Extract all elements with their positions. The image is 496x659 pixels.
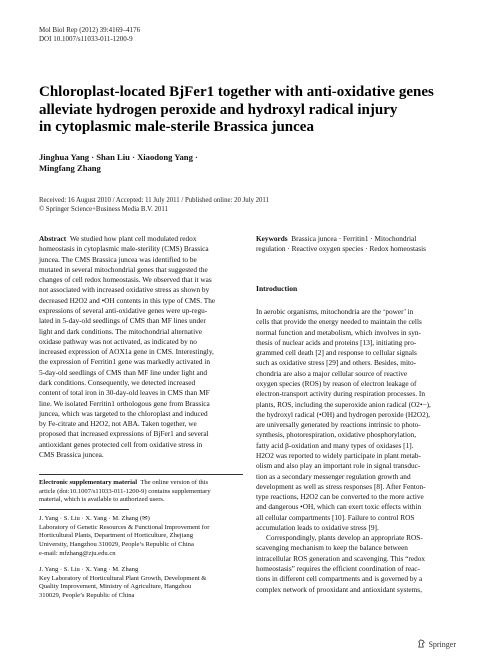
intro-line: such as oxidative stress [29] and others. Besides, mito- <box>256 358 417 368</box>
intro-line: tion as a secondary messenger regulation growth and <box>256 471 411 481</box>
copyright-line: © Springer Science+Business Media B.V. 2011 <box>39 205 168 213</box>
abstract-line: oxidase pathway was not activated, as indicated by no <box>39 336 197 346</box>
authors-line-2: Mingfang Zhang <box>39 163 101 173</box>
affiliation-2 <box>39 566 243 601</box>
title-line-2: alleviate hydrogen peroxide and hydroxyl radical injury <box>39 101 398 118</box>
introduction-body <box>256 307 458 595</box>
intro-line: development as well as stress responses [8]. After Fenton- <box>256 481 426 491</box>
authors-line-1: Jinghua Yang · Shan Liu · Xiaodong Yang · <box>39 152 198 162</box>
esm-line-0: Electronic supplementary material The online version of this <box>39 479 209 486</box>
abstract-line: the expression of Ferritin1 gene was markedly activated in <box>39 357 211 367</box>
intro-line: tions in different cell compartments and is governed by a <box>256 574 423 584</box>
abstract-line: juncea. The CMS Brassica juncea was identified to be <box>39 254 197 264</box>
springer-horse-icon <box>417 639 426 648</box>
abstract-line: lated in 5-day-old seedlings of CMS than MF lines under <box>39 316 206 326</box>
title-line-1: Chloroplast-located BjFer1 together with anti-oxidative genes <box>39 84 434 100</box>
affiliation-line: Quality Improvement, Ministry of Agriculture, Hangzhou <box>39 583 192 591</box>
intro-line: cells that provide the energy needed to maintain the cells <box>256 317 422 327</box>
title-line-3: in cytoplasmic male-sterile Brassica juncea <box>39 119 314 135</box>
abstract-line: by Fe-citrate and H2O2, not ABA. Taken together, we <box>39 419 197 429</box>
intro-line: scavenging mechanism to keep the balance between <box>256 543 408 553</box>
affiliation-line: University, Hangzhou 310029, People’s Republic of China <box>39 541 194 549</box>
abstract-line: expressions of several anti-oxidative genes were up-regu- <box>39 305 208 315</box>
dates-line: Received: 16 August 2010 / Accepted: 11 July 2011 / Published online: 20 July 2011 <box>39 197 269 204</box>
intro-line: and dangerous •OH, which can exert toxic effects within <box>256 502 422 512</box>
springer-label: Springer <box>428 640 456 649</box>
esm-line: material, which is available to authorized users. <box>39 496 165 504</box>
abstract-line: changes of cell redox homeostasis. We observed that it was <box>39 275 212 285</box>
esm-label: Electronic supplementary material <box>39 479 138 486</box>
intro-line: are universally generated by reactions intrinsic to photo- <box>256 420 421 430</box>
abstract-line: 5-day-old seedlings of CMS than MF line under light and <box>39 367 208 377</box>
doi-line: DOI 10.1007/s11033-011-1200-9 <box>39 35 133 43</box>
intro-line: oxygen species (ROS) by reason of electron leakage of <box>256 378 417 388</box>
affiliation-line: 310029, People’s Republic of China <box>39 592 135 600</box>
intro-line: homeostasis” requires the efficient coordination of reac- <box>256 564 420 574</box>
intro-line: In aerobic organisms, mitochondria are the ‘power’ in <box>256 307 414 316</box>
affiliation-1 <box>39 515 243 559</box>
esm-line: article (doi:10.1007/s11033-011-1200-9) contains supplementary <box>39 487 211 495</box>
journal-header <box>39 26 140 44</box>
intro-line: grammed cell death [2] and response to cellular signals <box>256 348 417 358</box>
affiliation-line: Horticultural Plants, Department of Horticulture, Zhejiang <box>39 532 193 540</box>
intro-line: normal function and metabolism, which involves in syn- <box>256 327 421 337</box>
intro-line: olism and also play an important role in signal transduc- <box>256 461 421 471</box>
abstract-line: dark conditions. Consequently, we detected increased <box>39 377 196 387</box>
intro-line: electron-transport activity during respiration processes. In <box>256 389 425 399</box>
email-line: e-mail: mfzhang@zju.edu.cn <box>39 549 116 557</box>
abstract-line: proposed that increased expressions of BjFer1 and several <box>39 429 209 439</box>
abstract-line-0: Abstract We studied how plant cell modulated redox <box>39 234 197 243</box>
abstract-line: juncea, which was targeted to the chloroplast and induced <box>39 408 208 418</box>
abstract-line: not associated with increased oxidative stress as shown by <box>39 285 210 295</box>
intro-line: intracellular ROS generation and scavenging. This “redox <box>256 553 426 563</box>
keywords-line-0: Keywords Brassica juncea · Ferritin1 · Mitochondrial <box>256 234 417 243</box>
abstract-line: antioxidant genes protected cell from oxidative stress in <box>39 439 203 449</box>
introduction-heading: Introduction <box>256 284 298 293</box>
abstract-line: content of total iron in 30-day-old leaves in CMS than MF <box>39 388 210 398</box>
intro-line: thesis of nuclear acids and proteins [13], initiating pro- <box>256 337 417 347</box>
abstract-label: Abstract <box>39 234 67 243</box>
affiliation-line: Key Laboratory of Horticultural Plant Growth, Development & <box>39 574 207 582</box>
abstract-line: line. We isolated Ferritin1 orthologous gene from Brassica <box>39 398 210 408</box>
esm-note <box>39 479 243 505</box>
intro-line: H2O2 was reported to widely participate in plant metab- <box>256 450 421 460</box>
abstract-line: decreased H2O2 and •OH contents in this type of CMS. The <box>39 295 216 305</box>
keywords-block <box>256 234 458 255</box>
affiliation-line: Laboratory of Genetic Resources & Functional Improvement for <box>39 523 210 531</box>
abstract-line: increased expression of AOX1a gene in CMS. Interestingly, <box>39 347 214 357</box>
intro-line: all cellular compartments [10]. Failure to control ROS <box>256 512 415 522</box>
abstract-line: light and dark conditions. The mitochondrial alternative <box>39 326 202 336</box>
affiliation-line: J. Yang · S. Liu · X. Yang · M. Zhang (✉) <box>39 515 150 522</box>
intro-line: type reactions, H2O2 can be converted to the more active <box>256 492 424 502</box>
affiliation-divider <box>39 509 129 510</box>
intro-line: complex network of prooxidant and antioxidant systems, <box>256 584 422 594</box>
abstract-line: homeostasis in cytoplasmic male-sterility (CMS) Brassica <box>39 244 209 254</box>
keywords-label: Keywords <box>256 234 288 243</box>
footnote-divider <box>39 474 243 475</box>
intro-line: Correspondingly, plants develop an appropriate ROS- <box>266 533 423 543</box>
publisher-mark <box>417 639 456 649</box>
article-title <box>39 84 459 137</box>
keywords-line: regulation · Reactive oxygen species · Redox homeostasis <box>256 244 427 254</box>
intro-line: plants, ROS, including the superoxide anion radical (O2•−), <box>256 399 431 409</box>
author-list <box>39 152 198 174</box>
affiliation-line: J. Yang · S. Liu · X. Yang · M. Zhang <box>39 566 139 573</box>
abstract-line: mutated in several mitochondrial genes that suggested the <box>39 264 208 274</box>
abstract-line: CMS Brassica juncea. <box>39 449 104 459</box>
intro-line: the hydroxyl radical (•OH) and hydrogen peroxide (H2O2), <box>256 409 430 419</box>
abstract-block <box>39 234 243 460</box>
publication-dates <box>39 197 269 215</box>
journal-citation: Mol Biol Rep (2012) 39:4169–4176 <box>39 26 141 34</box>
intro-line: accumulation leads to oxidative stress [9]. <box>256 522 379 532</box>
intro-line: synthesis, photorespiration, oxidative phosphorylation, <box>256 430 417 440</box>
intro-line: chondria are also a major cellular source of reactive <box>256 368 408 378</box>
intro-line: fatty acid β-oxidation and many types of oxidases [1]. <box>256 440 414 450</box>
